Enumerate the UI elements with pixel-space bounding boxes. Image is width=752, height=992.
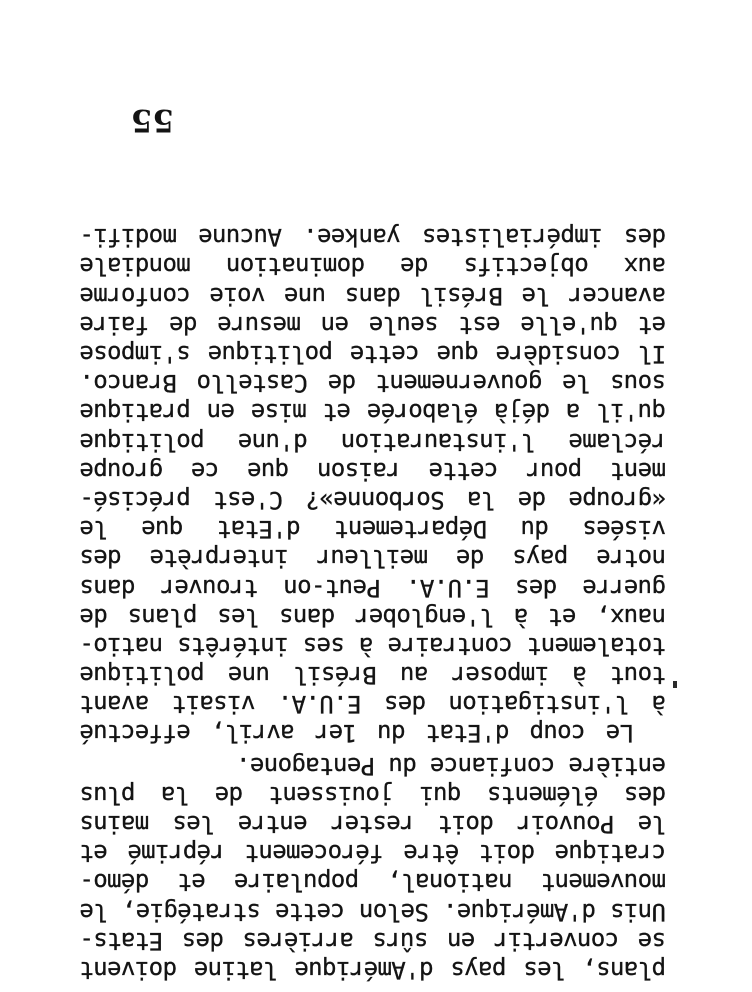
text-line: et qu'elle est seule en mesure de faire	[80, 310, 666, 339]
text-line: notre pays de meilleur interprète des	[80, 544, 666, 573]
text-line: naux, et à l'englober dans les plans de	[80, 602, 666, 631]
text-line: à l'instigation des E.U.A. visait avant	[80, 690, 666, 719]
text-line: Unis d'Amérique. Selon cette stratégie, le	[80, 897, 666, 926]
text-line: Il considère que cette politique s'impose	[80, 340, 666, 369]
text-line: réclame l'instauration d'une politique	[80, 427, 666, 456]
text-line: des éléments qui jouissent de la plus	[80, 780, 666, 809]
text-line: mouvement national, populaire et démo-	[80, 868, 666, 897]
text-line: guerre des E.U.A. Peut-on trouver dans	[80, 573, 666, 602]
text-line: sous le gouvernement de Castello Branco.	[80, 369, 666, 398]
text-line: aux objectifs de domination mondiale	[80, 252, 666, 281]
text-line: avancer le Brésil dans une voie conforme	[80, 281, 666, 310]
text-line: entière confiance du Pentagone.	[236, 751, 666, 780]
text-line: qu'il a déjà élaborée et mise en pratique	[80, 398, 666, 427]
paragraph-2	[80, 222, 666, 747]
text-line: plans, les pays d'Amérique latine doivent	[80, 956, 666, 984]
scan-speck	[673, 681, 677, 688]
paragraph-1	[80, 751, 666, 985]
text-line: le Pouvoir doit rester entre les mains	[80, 810, 666, 839]
text-line: des impérialistes yankee. Aucune modifi-	[80, 223, 666, 252]
text-line: visées du Département d'Etat que le	[80, 515, 666, 544]
text-line: tout à imposer au Brésil une politique	[80, 661, 666, 690]
page-number: 55	[130, 102, 174, 138]
text-line: «groupe de la Sorbonne»? C'est précisé-	[80, 486, 666, 514]
text-line: Le coup d'Etat du 1er avril, effectué	[80, 719, 634, 748]
text-line: ment pour cette raison que ce groupe	[80, 456, 666, 485]
text-line: cratique doit être férocement réprimé et	[80, 839, 666, 868]
text-line: totalement contraire à ses intérêts natio-	[80, 631, 666, 660]
text-line: se convertir en sûrs arrières des Etats-	[80, 926, 666, 955]
body-text	[80, 222, 666, 984]
